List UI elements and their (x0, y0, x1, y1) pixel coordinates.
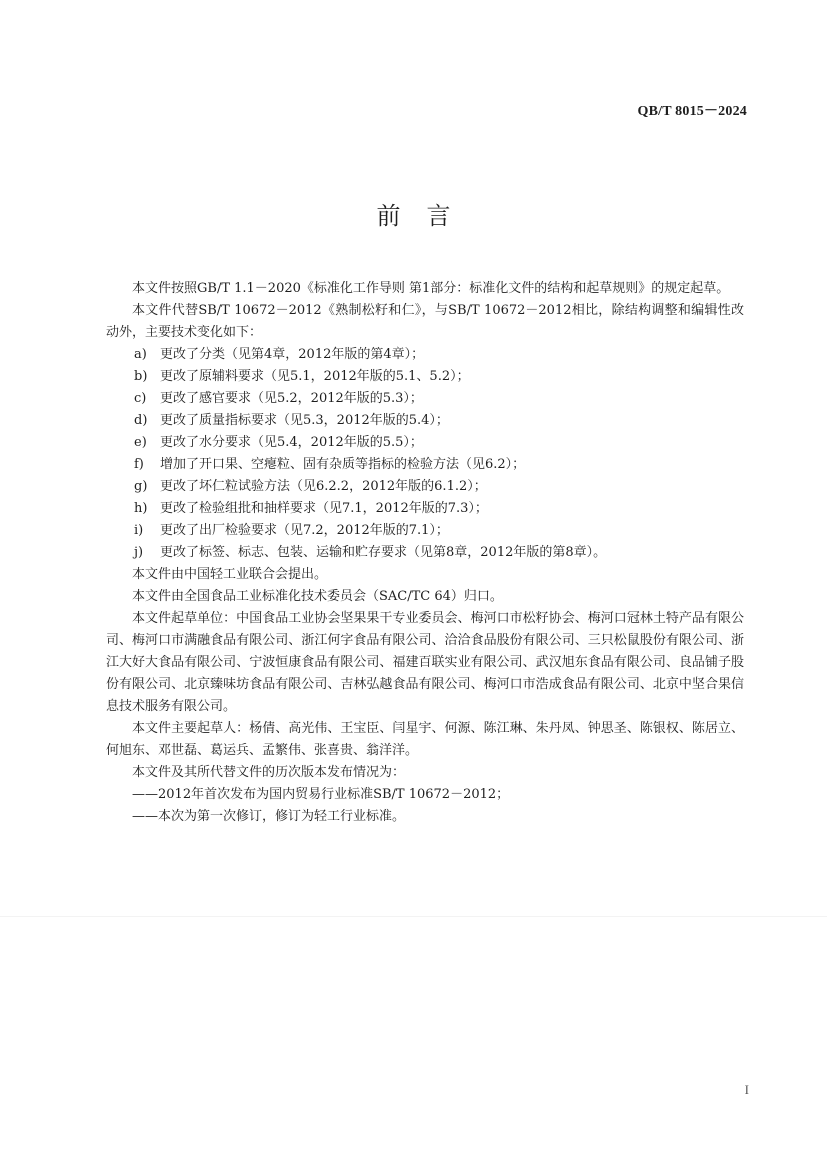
paragraph-drafting-units: 本文件起草单位：中国食品工业协会坚果果干专业委员会、梅河口市松籽协会、梅河口冠林土特产品有限公司、梅河口市满融食品有限公司、浙江何字食品有限公司、洽洽食品股份有限公司、三只松鼠股份有限公司、浙江大好大食品有限公司、宁波恒康食品有限公司、福建百联实业有限公司、武汉旭东食品有限公司、良品铺子股份有限公司、北京臻味坊食品有限公司、吉林弘越食品有限公司、梅河口市浩成食品有限公司、北京中坚合果信息技术服务有限公司。 (106, 611, 744, 714)
list-item-text: 更改了水分要求（见5.4，2012年版的5.5）； (160, 435, 423, 450)
list-item-text: 更改了检验组批和抽样要求（见7.1，2012年版的7.3）； (160, 501, 488, 516)
history-item: ——2012年首次发布为国内贸易行业标准SB/T 10672－2012； (132, 787, 510, 802)
paragraph-drafters: 本文件主要起草人：杨倩、高光伟、王宝臣、闫星宇、何源、陈江琳、朱丹凤、钟思圣、陈银权、陈居立、何旭东、邓世磊、葛运兵、孟繁伟、张喜贵、翁洋洋。 (106, 721, 744, 758)
list-item-text: 更改了原辅料要求（见5.1，2012年版的5.1、5.2）； (160, 369, 470, 384)
page-number: I (744, 1082, 749, 1097)
list-marker: c) (134, 391, 147, 406)
list-item-text: 更改了标签、标志、包装、运输和贮存要求（见第8章，2012年版的第8章）。 (160, 545, 607, 560)
history-item: ——本次为第一次修订，修订为轻工行业标准。 (132, 809, 406, 824)
list-marker: h) (134, 501, 148, 516)
list-item-text: 更改了分类（见第4章，2012年版的第4章）； (160, 347, 425, 362)
list-item (106, 432, 744, 454)
list-item-text: 更改了出厂检验要求（见7.2，2012年版的7.1）； (160, 523, 449, 538)
paragraph-drafting-rules: 本文件按照GB/T 1.1－2020《标准化工作导则 第1部分：标准化文件的结构和起草规则》的规定起草。 (132, 281, 730, 296)
list-item (106, 454, 744, 476)
foreword-body (106, 278, 744, 828)
list-item (106, 366, 744, 388)
list-item-text: 更改了坏仁粒试验方法（见6.2.2，2012年版的6.1.2）； (160, 479, 487, 494)
list-item (106, 388, 744, 410)
paragraph-committee: 本文件由全国食品工业标准化技术委员会（SAC/TC 64）归口。 (132, 589, 503, 604)
list-marker: f) (134, 457, 144, 472)
list-marker: d) (134, 413, 148, 428)
list-item (106, 498, 744, 520)
list-item-text: 更改了感官要求（见5.2，2012年版的5.3）； (160, 391, 423, 406)
list-item (106, 410, 744, 432)
list-marker: b) (134, 369, 148, 384)
list-item (106, 476, 744, 498)
list-marker: a) (134, 347, 147, 362)
list-marker: j) (134, 545, 144, 560)
list-item (106, 542, 744, 564)
doc-code: QB/T 8015－2024 (637, 104, 747, 119)
paragraph-history-intro: 本文件及其所代替文件的历次版本发布情况为： (132, 765, 406, 780)
list-marker: i) (134, 523, 144, 538)
paragraph-proposer: 本文件由中国轻工业联合会提出。 (132, 567, 328, 582)
list-marker: e) (134, 435, 147, 450)
list-marker: g) (134, 479, 148, 494)
list-item-text: 更改了质量指标要求（见5.3，2012年版的5.4）； (160, 413, 449, 428)
list-item (106, 344, 744, 366)
scan-divider (0, 916, 827, 917)
page-title: 前言 (376, 202, 477, 230)
paragraph-replacement: 本文件代替SB/T 10672－2012《熟制松籽和仁》，与SB/T 10672－2012相比，除结构调整和编辑性改动外，主要技术变化如下： (106, 303, 744, 340)
changes-list (106, 344, 744, 564)
list-item (106, 520, 744, 542)
list-item-text: 增加了开口果、空瘪粒、固有杂质等指标的检验方法（见6.2）； (160, 457, 526, 472)
